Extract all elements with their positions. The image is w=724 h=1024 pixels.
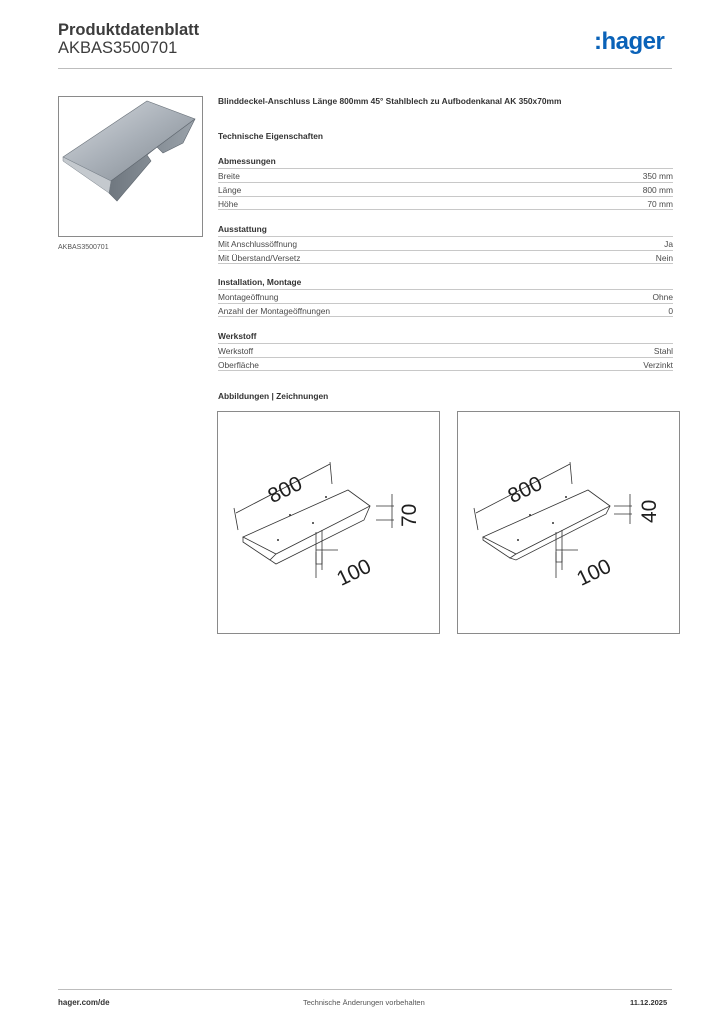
dimension-height-label: 70	[398, 503, 421, 527]
table-row	[218, 303, 673, 317]
product-image	[58, 96, 203, 237]
table-row	[218, 168, 673, 182]
footer-website-link[interactable]: hager.com/de	[58, 998, 110, 1007]
table-row	[218, 343, 673, 357]
row-value: 70 mm	[647, 199, 673, 209]
dimension-length-label: 800	[504, 472, 546, 509]
product-code: AKBAS3500701	[58, 39, 178, 57]
row-value: Verzinkt	[643, 360, 673, 370]
logo-text: hager	[601, 28, 665, 55]
footer-date: 11.12.2025	[630, 998, 668, 1007]
table-row	[218, 182, 673, 196]
row-key: Anzahl der Montageöffnungen	[218, 306, 331, 316]
technical-drawing-2	[457, 411, 680, 634]
product-description: Blinddeckel-Anschluss Länge 800mm 45° Stahlblech zu Aufbodenkanal AK 350x70mm	[218, 96, 562, 106]
section-title-material: Werkstoff	[218, 331, 257, 341]
row-value: 350 mm	[642, 171, 673, 181]
row-value: Ja	[664, 239, 673, 249]
product-image-caption: AKBAS3500701	[58, 244, 109, 251]
row-value: Nein	[655, 253, 673, 263]
row-value: Stahl	[653, 346, 673, 356]
document-title: Produktdatenblatt	[58, 21, 200, 39]
drawing-svg	[218, 412, 439, 633]
drawing-svg	[458, 412, 679, 633]
hager-logo: :hager	[594, 28, 665, 55]
section-title-equipment: Ausstattung	[218, 224, 267, 234]
footer-disclaimer: Technische Änderungen vorbehalten	[303, 998, 425, 1007]
technical-properties-heading: Technische Eigenschaften	[218, 131, 324, 141]
technical-drawing-1	[217, 411, 440, 634]
drawings-heading: Abbildungen | Zeichnungen	[218, 391, 329, 401]
section-title-installation: Installation, Montage	[218, 277, 302, 287]
row-key: Länge	[218, 185, 242, 195]
row-key: Mit Überstand/Versetz	[218, 253, 301, 263]
dimension-cutout-label: 100	[333, 554, 375, 591]
table-row	[218, 357, 673, 371]
row-key: Höhe	[218, 199, 239, 209]
table-row	[218, 250, 673, 264]
footer-divider	[58, 989, 672, 990]
row-key: Breite	[218, 171, 240, 181]
table-row	[218, 196, 673, 210]
row-key: Werkstoff	[218, 346, 254, 356]
row-key: Mit Anschlussöffnung	[218, 239, 297, 249]
dimension-height-label: 40	[638, 499, 661, 523]
table-row	[218, 236, 673, 250]
table-row	[218, 289, 673, 303]
row-value: 800 mm	[642, 185, 673, 195]
dimension-length-label: 800	[264, 472, 306, 509]
row-key: Oberfläche	[218, 360, 259, 370]
header-divider	[58, 68, 672, 69]
row-value: 0	[668, 306, 673, 316]
row-value: Ohne	[652, 292, 673, 302]
row-key: Montageöffnung	[218, 292, 279, 302]
section-title-dimensions: Abmessungen	[218, 156, 276, 166]
dimension-cutout-label: 100	[573, 554, 615, 591]
cover-plate-illustration	[59, 97, 202, 236]
